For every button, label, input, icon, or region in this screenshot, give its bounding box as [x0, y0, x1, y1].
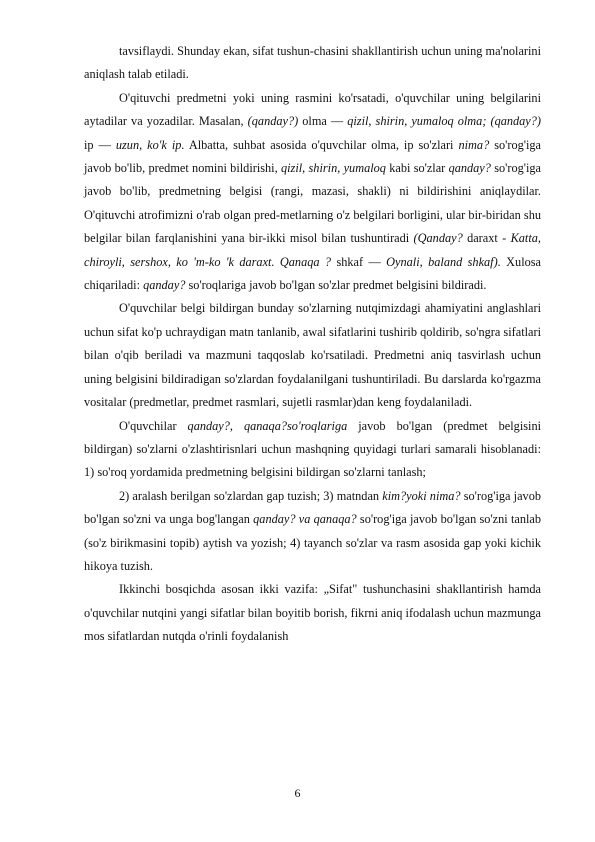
page-number: 6: [294, 786, 301, 800]
italic-text: nima?: [458, 137, 490, 152]
text-run: javob bo'lgan (predmet belgisini bildirgan) so'zlarni o'zlashtirisnlari uchun mashqning quyidagi turlari samarali hisoblanadi: 1) so'roq yordamida predmetning belgisini bildirgan so'zlarni tanlash;: [84, 418, 542, 480]
text-run: O'qituvchi predmetni yoki uning rasmini ko'rsatadi, o'quvchilar uning belgilarini aytadilar va yozadilar. Masalan,: [84, 90, 541, 129]
italic-text: qanday?: [143, 278, 186, 293]
text-run: tavsiflaydi. Shunday ekan, sifat tushun-chasini shakllantirish uchun uning ma'nolarini aniqlash talab etiladi.: [84, 44, 541, 82]
text-run: ip —: [84, 137, 116, 152]
text-run: so'rog'iga javob bo'lgan so'zni va unga bog'langan: [84, 488, 541, 527]
text-run: kabi so'zlar: [385, 161, 449, 176]
italic-text: Katta, chiroyli, sershox, ko 'm-ko 'k daraxt. Qanaqa ?: [84, 231, 541, 269]
italic-text: kim?yoki nima?: [382, 488, 461, 503]
text-run: O'quvchilar: [119, 418, 188, 433]
text-run: so'rog'iga javob bo'lib, predmet nomini bildirishi,: [84, 137, 542, 176]
italic-text: qizil, shirin, yumaloq: [280, 161, 386, 176]
italic-text: (Qanday?: [413, 231, 463, 246]
paragraph: [84, 415, 541, 485]
text-run: Xulosa chiqariladi:: [84, 254, 542, 293]
text-run: 2) aralash berilgan so'zlardan gap tuzish; 3) matndan: [119, 488, 383, 503]
text-run: Ikkinchi bosqichda asosan ikki vazifa: „Sifat" tushunchasini shakllantirish hamda o'quvchilar nutqini yangi sifatlar bilan boyitib borish, fikrni aniq ifodalash uchun mazmunga mos sifatlardan nutqda o'rinli foydalanish: [84, 582, 541, 644]
text-run: so'rog'iga javob bo'lgan so'zni tanlab (so'z birikmasini topib) aytish va yozish; 4) tayanch so'zlar va rasm asosida gap yoki kichik hikoya tuzish.: [84, 512, 541, 573]
paragraph: [84, 40, 541, 87]
paragraph: [84, 297, 541, 414]
italic-text: qanday?, qanaqa?so'roqlariga: [187, 418, 348, 433]
text-run: so'roqlariga javob bo'lgan so'zlar predmet belgisini bildiradi.: [185, 278, 487, 293]
text-run: so'rog'iga javob bo'lib, predmetning belgisi (rangi, mazasi, shakli) ni bildirishini aniqlaydilar. O'qituvchi atrofimizni o'rab olgan pred-metlarning o'z belgilari borligini, ular bir-biridan shu belgilar bilan farqlanishini yana bir-ikki misol bilan tushuntiradi: [84, 161, 541, 246]
text-run: Albatta, suhbat asosida o'quvchilar olma, ip so'zlari: [184, 137, 459, 152]
italic-text: uzun, ko'k ip.: [115, 137, 185, 152]
text-run: shkaf —: [331, 254, 387, 269]
paragraph: [84, 87, 541, 298]
italic-text: qanday? va qanaqa?: [253, 512, 357, 527]
text-run: olma —: [298, 114, 348, 129]
body-text: [84, 40, 541, 649]
italic-text: qizil, shirin, yumaloq olma; (qanday?): [347, 114, 542, 129]
paragraph: [84, 485, 541, 579]
italic-text: (qanday?): [247, 114, 299, 129]
text-run: O'quvchilar belgi bildirgan bunday so'zlarning nutqimizdagi ahamiyatini anglashlari uchun sifat ko'p uchraydigan matn tanlanib, awal sifatlarini tushirib qoldirib, so'ngra sifatlari bilan o'qib beriladi va mazmuni taqqoslab ko'rsatiladi. Predmetni aniq tasvirlash uchun uning belgisini bildiradigan so'zlardan foydalanilgani tushuntiriladi. Bu darslarda ko'rgazma vositalar (predmetlar, predmet rasmlari, sujetli rasmlar)dan keng foydalaniladi.: [84, 301, 541, 410]
paragraph: [84, 578, 541, 648]
italic-text: qanday?: [448, 161, 491, 176]
text-run: daraxt -: [462, 231, 511, 246]
italic-text: Oynali, baland shkaf).: [386, 254, 501, 269]
